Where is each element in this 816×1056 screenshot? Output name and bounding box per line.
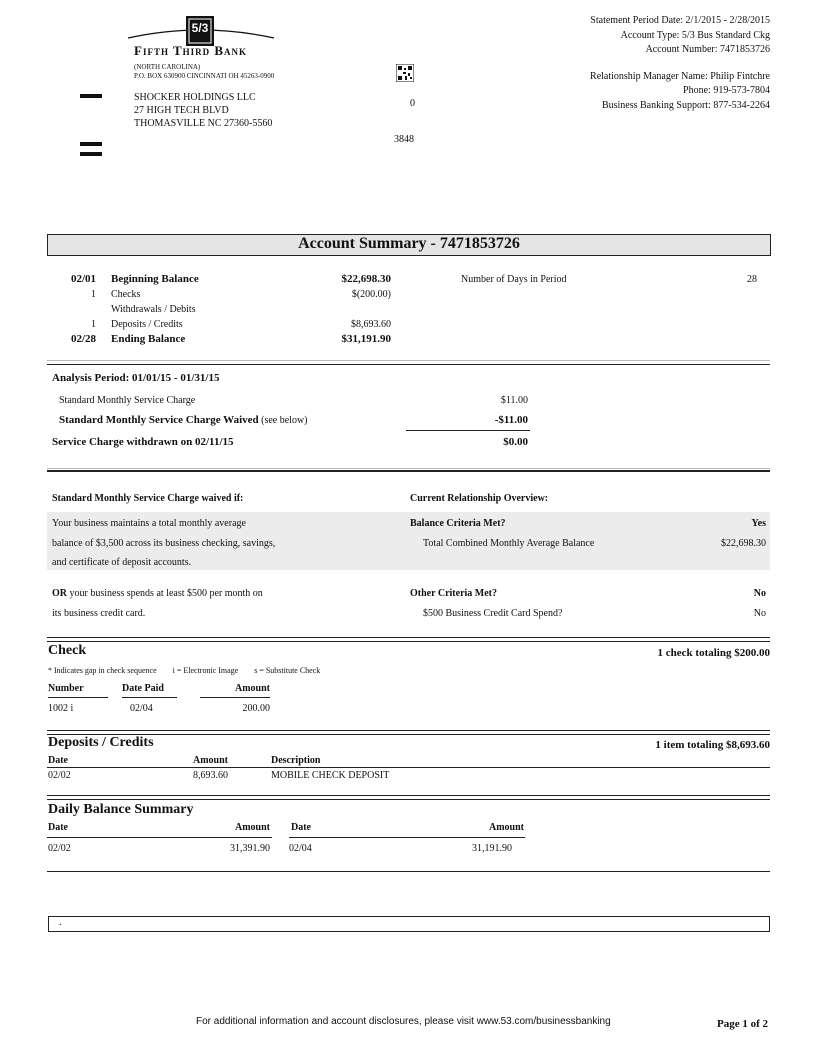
- summary-label: Withdrawals / Debits: [111, 304, 196, 315]
- postal-mark: [80, 152, 102, 156]
- service-charge-waived: [59, 414, 308, 426]
- divider: [200, 697, 270, 698]
- summary-date: 1: [91, 319, 96, 330]
- divider: [47, 360, 770, 361]
- deposits-header-date: Date: [48, 755, 68, 766]
- balance-criteria-label: Balance Criteria Met?: [410, 518, 506, 529]
- waiver-text-line: balance of $3,500 across its business checking, savings,: [52, 538, 276, 549]
- summary-amount: $31,191.90: [341, 333, 391, 345]
- check-header-amount: Amount: [234, 683, 270, 694]
- waiver-right-title: Current Relationship Overview:: [410, 493, 549, 504]
- summary-date: 02/28: [70, 333, 96, 345]
- waiver-or-bold: OR: [52, 588, 67, 599]
- check-legend-electronic: i = Electronic Image: [172, 666, 239, 675]
- customer-street: 27 HIGH TECH BLVD: [134, 105, 229, 116]
- service-charge-waived-value: -$11.00: [494, 414, 528, 426]
- summary-label: Beginning Balance: [111, 273, 199, 285]
- check-legend: [48, 666, 320, 675]
- divider: [47, 837, 272, 838]
- check-header-number: Number: [48, 683, 84, 694]
- summary-amount: $8,693.60: [351, 319, 391, 330]
- divider: [47, 799, 770, 800]
- bank-logo-text: 5/3: [191, 21, 209, 35]
- daily-header-amount: Amount: [234, 822, 270, 833]
- footer-box: [48, 916, 770, 932]
- bank-address: P.O. BOX 630900 CINCINNATI OH 45263-0900: [134, 72, 275, 80]
- divider: [47, 470, 770, 472]
- service-charge-waived-note: (see below): [258, 415, 308, 426]
- daily-balance-title: Daily Balance Summary: [48, 802, 194, 817]
- summary-date: 02/01: [70, 273, 96, 285]
- daily-date: 02/02: [48, 843, 71, 854]
- waiver-text-line: Your business maintains a total monthly average: [52, 518, 246, 529]
- code-zero: 0: [410, 98, 415, 109]
- combined-balance-label: Total Combined Monthly Average Balance: [423, 538, 595, 549]
- deposit-amount: 8,693.60: [193, 770, 228, 781]
- check-amount: 200.00: [242, 703, 270, 714]
- daily-amount: 31,191.90: [472, 843, 512, 854]
- qr-code-icon: [396, 64, 414, 82]
- waiver-left-title: Standard Monthly Service Charge waived if:: [52, 493, 244, 504]
- deposit-date: 02/02: [48, 770, 71, 781]
- deposits-section-total: 1 item totaling $8,693.60: [655, 739, 770, 751]
- divider: [47, 767, 770, 768]
- deposits-header-amount: Amount: [192, 755, 228, 766]
- summary-amount: $(200.00): [351, 289, 391, 300]
- divider: [47, 641, 770, 642]
- customer-city: THOMASVILLE NC 27360-5560: [134, 118, 273, 129]
- page-number: Page 1 of 2: [716, 1018, 768, 1030]
- daily-amount: 31,391.90: [230, 843, 270, 854]
- divider: [122, 697, 177, 698]
- daily-date: 02/04: [289, 843, 312, 854]
- summary-label: Deposits / Credits: [111, 319, 183, 330]
- summary-amount: $22,698.30: [341, 273, 391, 285]
- divider: [47, 871, 770, 872]
- daily-header-date-2: Date: [291, 822, 311, 833]
- service-charge-withdrawn-label: Service Charge withdrawn on 02/11/15: [52, 436, 234, 448]
- check-section-total: 1 check totaling $200.00: [657, 647, 770, 659]
- account-summary-title: Account Summary - 7471853726: [298, 235, 520, 252]
- code-number: 3848: [394, 134, 414, 145]
- business-support: Business Banking Support: 877-534-2264: [601, 100, 770, 111]
- service-charge-label: Standard Monthly Service Charge: [59, 395, 196, 406]
- divider: [47, 734, 770, 735]
- check-number: 1002 i: [48, 703, 74, 714]
- divider: [47, 795, 770, 796]
- combined-balance-value: $22,698.30: [721, 538, 766, 549]
- waiver-text-line: its business credit card.: [52, 608, 146, 619]
- divider: [289, 837, 525, 838]
- check-legend-gap: * Indicates gap in check sequence: [48, 666, 157, 675]
- total-rule: [406, 430, 530, 431]
- relationship-manager: Relationship Manager Name: Philip Fintchre: [590, 71, 770, 82]
- service-charge-value: $11.00: [500, 395, 528, 406]
- postal-mark: [80, 142, 102, 146]
- waiver-text-line: and certificate of deposit accounts.: [52, 557, 192, 568]
- customer-name: SHOCKER HOLDINGS LLC: [134, 92, 256, 103]
- footer-box-text: .: [59, 917, 62, 928]
- check-date: 02/04: [130, 703, 153, 714]
- divider: [48, 697, 108, 698]
- bank-state: (NORTH CAROLINA): [134, 63, 201, 71]
- check-section-title: Check: [48, 643, 87, 658]
- analysis-period: Analysis Period: 01/01/15 - 01/31/15: [52, 372, 220, 384]
- check-header-date: Date Paid: [122, 683, 164, 694]
- divider: [47, 364, 770, 365]
- summary-label: Ending Balance: [111, 333, 186, 345]
- waiver-or-line: [52, 588, 263, 599]
- service-charge-waived-label: Standard Monthly Service Charge Waived: [59, 414, 259, 426]
- deposits-header-description: Description: [271, 755, 321, 766]
- other-criteria-label: Other Criteria Met?: [410, 588, 497, 599]
- statement-period: Statement Period Date: 2/1/2015 - 2/28/2015: [590, 15, 770, 26]
- postal-mark: [80, 94, 102, 98]
- footer-disclosure-note: For additional information and account disclosures, please visit www.53.com/businessbanking: [196, 1016, 611, 1027]
- other-criteria-value: No: [753, 588, 766, 599]
- balance-criteria-value: Yes: [751, 518, 766, 529]
- bank-name: Fifth Third Bank: [134, 43, 248, 58]
- summary-date: 1: [91, 289, 96, 300]
- manager-phone: Phone: 919-573-7804: [683, 85, 770, 96]
- service-charge-withdrawn-value: $0.00: [503, 436, 528, 448]
- summary-label: Checks: [111, 289, 141, 300]
- check-legend-substitute: s = Substitute Check: [254, 666, 321, 675]
- deposit-description: MOBILE CHECK DEPOSIT: [271, 770, 390, 781]
- daily-header-amount-2: Amount: [488, 822, 524, 833]
- account-type: Account Type: 5/3 Bus Standard Ckg: [620, 30, 770, 41]
- days-in-period-value: 28: [747, 274, 757, 285]
- waiver-or-text: your business spends at least $500 per month on: [67, 588, 263, 599]
- divider: [47, 637, 770, 638]
- divider: [47, 730, 770, 731]
- credit-card-spend-value: No: [753, 608, 766, 619]
- deposits-section-title: Deposits / Credits: [48, 735, 154, 750]
- account-number: Account Number: 7471853726: [645, 44, 770, 55]
- credit-card-spend-label: $500 Business Credit Card Spend?: [423, 608, 563, 619]
- divider: [47, 468, 770, 469]
- daily-header-date: Date: [48, 822, 68, 833]
- days-in-period-label: Number of Days in Period: [461, 274, 567, 285]
